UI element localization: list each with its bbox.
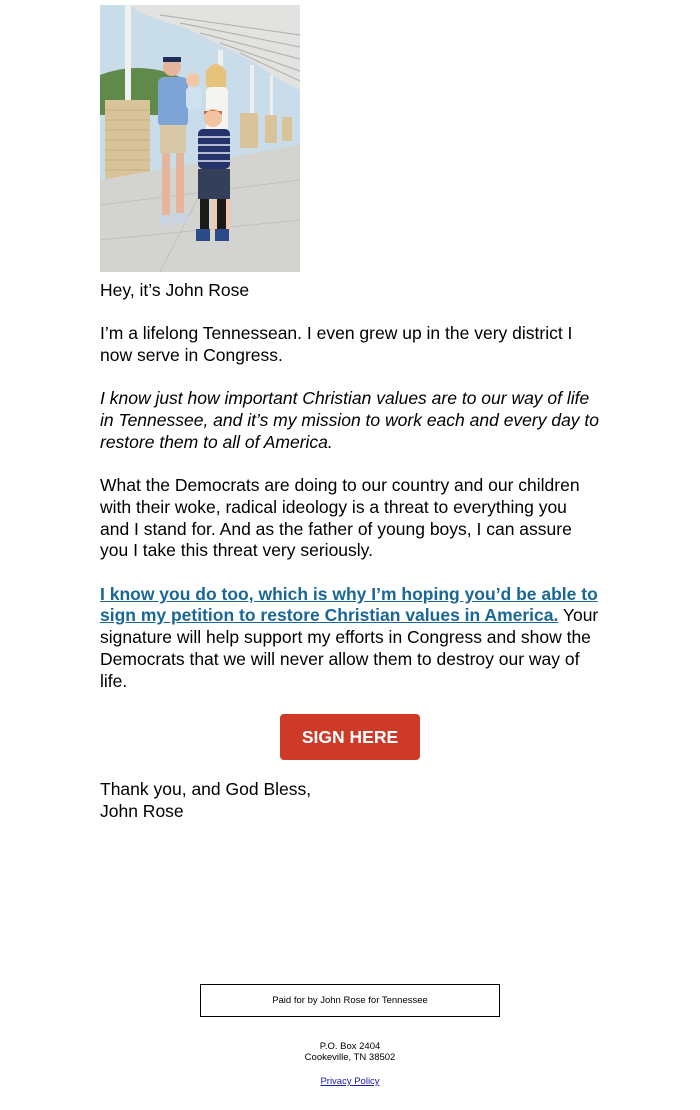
privacy-policy-link[interactable]: Privacy Policy (320, 1076, 380, 1087)
paragraph-mission: I know just how important Christian values are to our way of life in Tennessee, and it’s my mission to work each and every day to restore them to all of America. (100, 388, 600, 452)
cta-container (100, 714, 600, 760)
signoff (100, 779, 600, 822)
signoff-signature: John Rose (100, 801, 184, 821)
family-photo (100, 5, 300, 272)
address-line-1: P.O. Box 2404 (319, 1041, 381, 1052)
sign-here-button[interactable]: SIGN HERE (280, 714, 420, 760)
paragraph-petition (100, 584, 600, 693)
paid-for-disclaimer: Paid for by John Rose for Tennessee (200, 984, 500, 1017)
signoff-line: Thank you, and God Bless, (100, 779, 312, 800)
privacy-container (200, 1076, 500, 1087)
mailing-address (200, 1041, 500, 1063)
email-body (100, 5, 600, 823)
greeting: Hey, it’s John Rose (100, 280, 250, 300)
address-line-2: Cookeville, TN 38502 (304, 1052, 396, 1063)
petition-followup-text: Your signature will help support my efforts in Congress and show the Democrats that we will never allow them to destroy our way of life. (100, 605, 599, 691)
petition-link[interactable]: I know you do too, which is why I’m hoping you’d be able to sign my petition to restore Christian values in America. (100, 583, 598, 626)
paragraph-intro: I’m a lifelong Tennessean. I even grew up in the very district I now serve in Congress. (100, 323, 573, 366)
paragraph-threat: What the Democrats are doing to our country and our children with their woke, radical ideology is a threat to everything you and I stand for. And as the father of young boys, I can assure you I take this threat very seriously. (100, 475, 580, 561)
